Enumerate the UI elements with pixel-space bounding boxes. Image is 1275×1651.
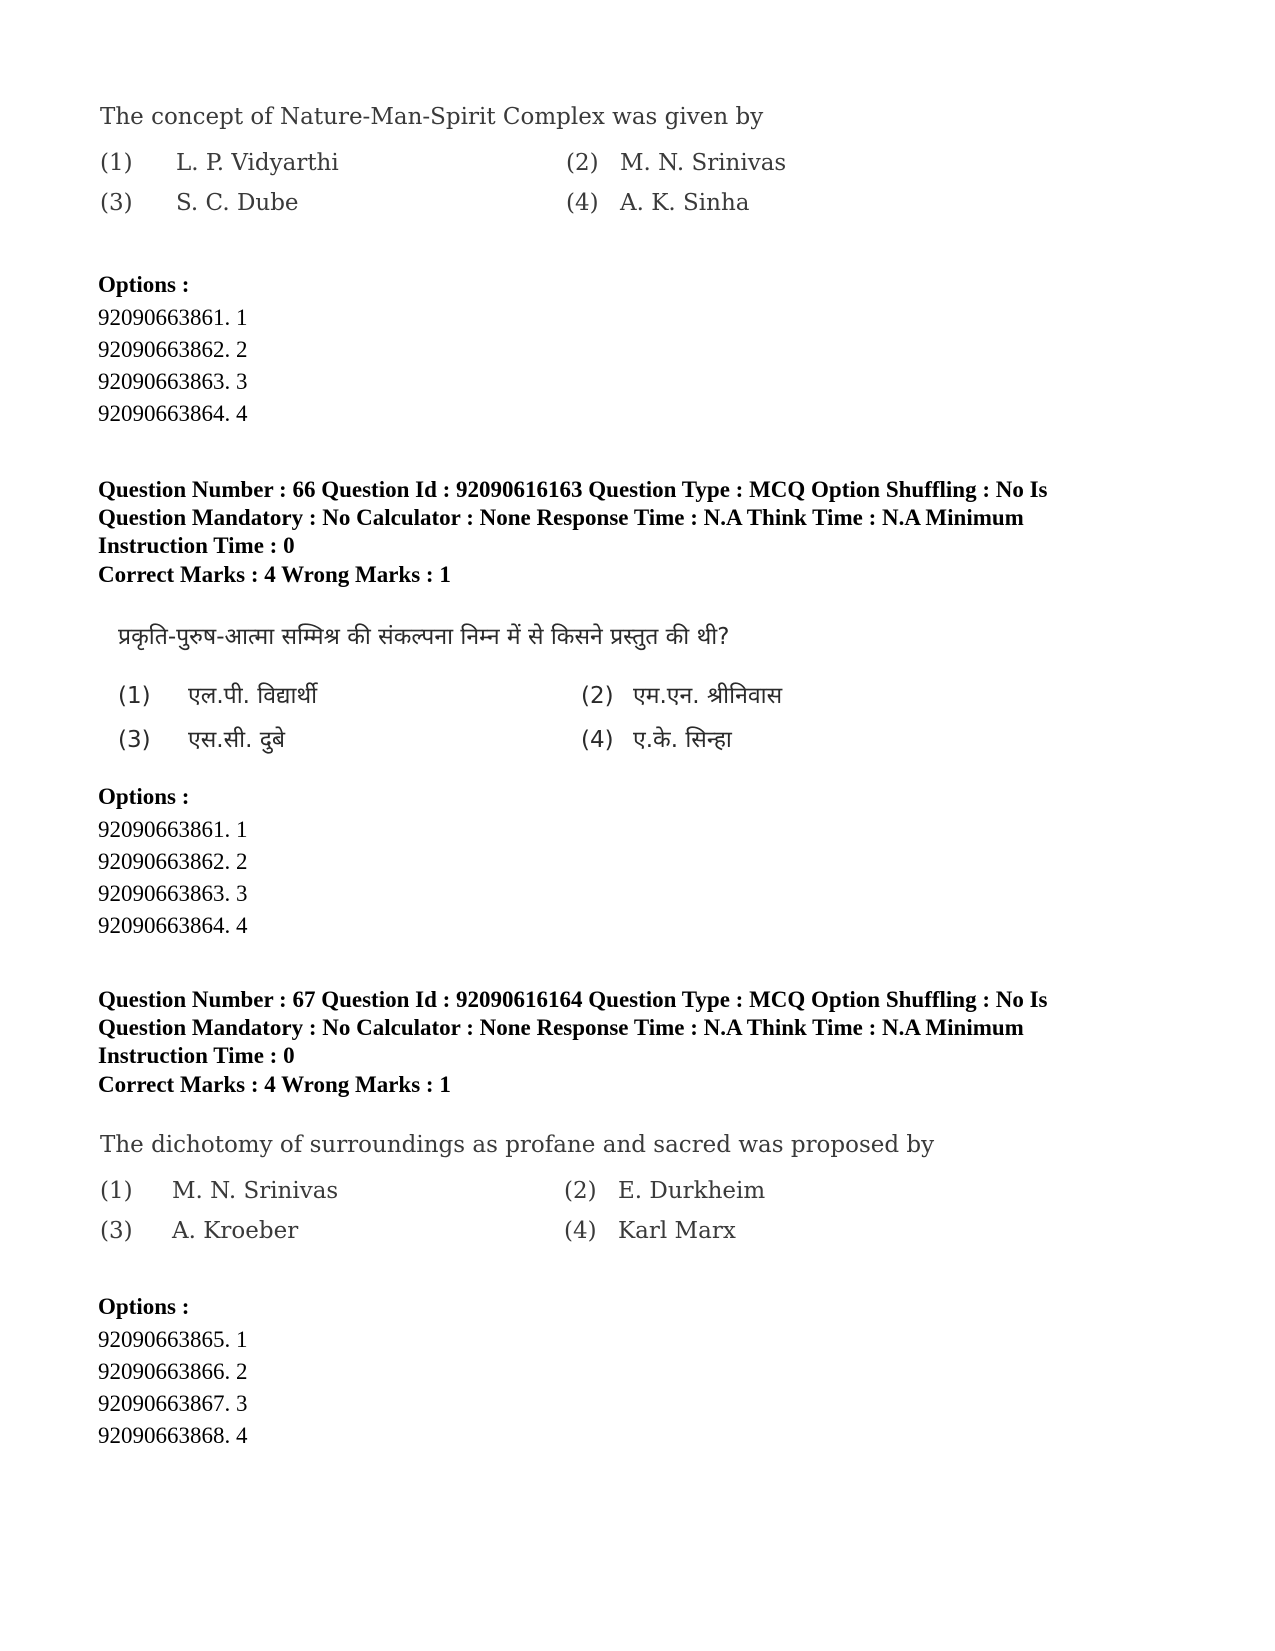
option-id: 92090663866. 2	[98, 1359, 248, 1384]
question-67-marks: Correct Marks : 4 Wrong Marks : 1	[98, 1072, 451, 1097]
choice-2: (2) E. Durkheim	[564, 1178, 766, 1204]
option-id: 92090663861. 1	[98, 817, 248, 842]
choice-1: (1) M. N. Srinivas	[100, 1178, 339, 1204]
question-66-meta: Question Number : 66 Question Id : 92090616163 Question Type : MCQ Option Shuffling : No Is Question Mandatory : No Calculator : None Response Time : N.A Think Time : N.A Minimum Instruction Time : 0	[98, 477, 1048, 558]
choice-2: (2) M. N. Srinivas	[566, 150, 787, 176]
question-67-stem: The dichotomy of surroundings as profane and sacred was proposed by	[100, 1132, 935, 1158]
question-65-choices	[100, 150, 1000, 232]
option-id: 92090663861. 1	[98, 305, 248, 330]
question-67-choices	[100, 1178, 1000, 1260]
options-label: Options :	[98, 272, 190, 297]
options-label: Options :	[98, 1294, 190, 1319]
question-66-stem: प्रकृति-पुरुष-आत्मा सम्मिश्र की संकल्पना निम्न में से किसने प्रस्तुत की थी?	[118, 624, 730, 650]
choice-1: (1) एल.पी. विद्यार्थी	[118, 683, 318, 709]
question-66-image	[118, 622, 1018, 760]
question-67-image	[100, 1130, 1000, 1260]
question-66-marks: Correct Marks : 4 Wrong Marks : 1	[98, 562, 451, 587]
option-id: 92090663865. 1	[98, 1327, 248, 1352]
choice-3: (3) S. C. Dube	[100, 190, 299, 216]
choice-4: (4) ए.के. सिन्हा	[581, 727, 732, 753]
question-67-options	[98, 1290, 248, 1452]
choice-3: (3) एस.सी. दुबे	[118, 727, 286, 753]
question-65-stem: The concept of Nature-Man-Spirit Complex was given by	[100, 104, 764, 130]
question-65-options	[98, 268, 248, 430]
question-65-image	[100, 102, 1000, 232]
question-66-choices	[118, 670, 1018, 760]
choice-2: (2) एम.एन. श्रीनिवास	[581, 683, 783, 709]
option-id: 92090663868. 4	[98, 1423, 248, 1448]
question-66-options	[98, 780, 248, 942]
choice-3: (3) A. Kroeber	[100, 1218, 299, 1244]
option-id: 92090663862. 2	[98, 849, 248, 874]
question-67-meta: Question Number : 67 Question Id : 92090616164 Question Type : MCQ Option Shuffling : No Is Question Mandatory : No Calculator : None Response Time : N.A Think Time : N.A Minimum Instruction Time : 0	[98, 987, 1048, 1068]
option-id: 92090663863. 3	[98, 881, 248, 906]
option-id: 92090663862. 2	[98, 337, 248, 362]
options-label: Options :	[98, 784, 190, 809]
option-id: 92090663864. 4	[98, 401, 248, 426]
option-id: 92090663867. 3	[98, 1391, 248, 1416]
option-id: 92090663863. 3	[98, 369, 248, 394]
choice-4: (4) Karl Marx	[564, 1218, 736, 1244]
choice-1: (1) L. P. Vidyarthi	[100, 150, 339, 176]
option-id: 92090663864. 4	[98, 913, 248, 938]
choice-4: (4) A. K. Sinha	[566, 190, 750, 216]
